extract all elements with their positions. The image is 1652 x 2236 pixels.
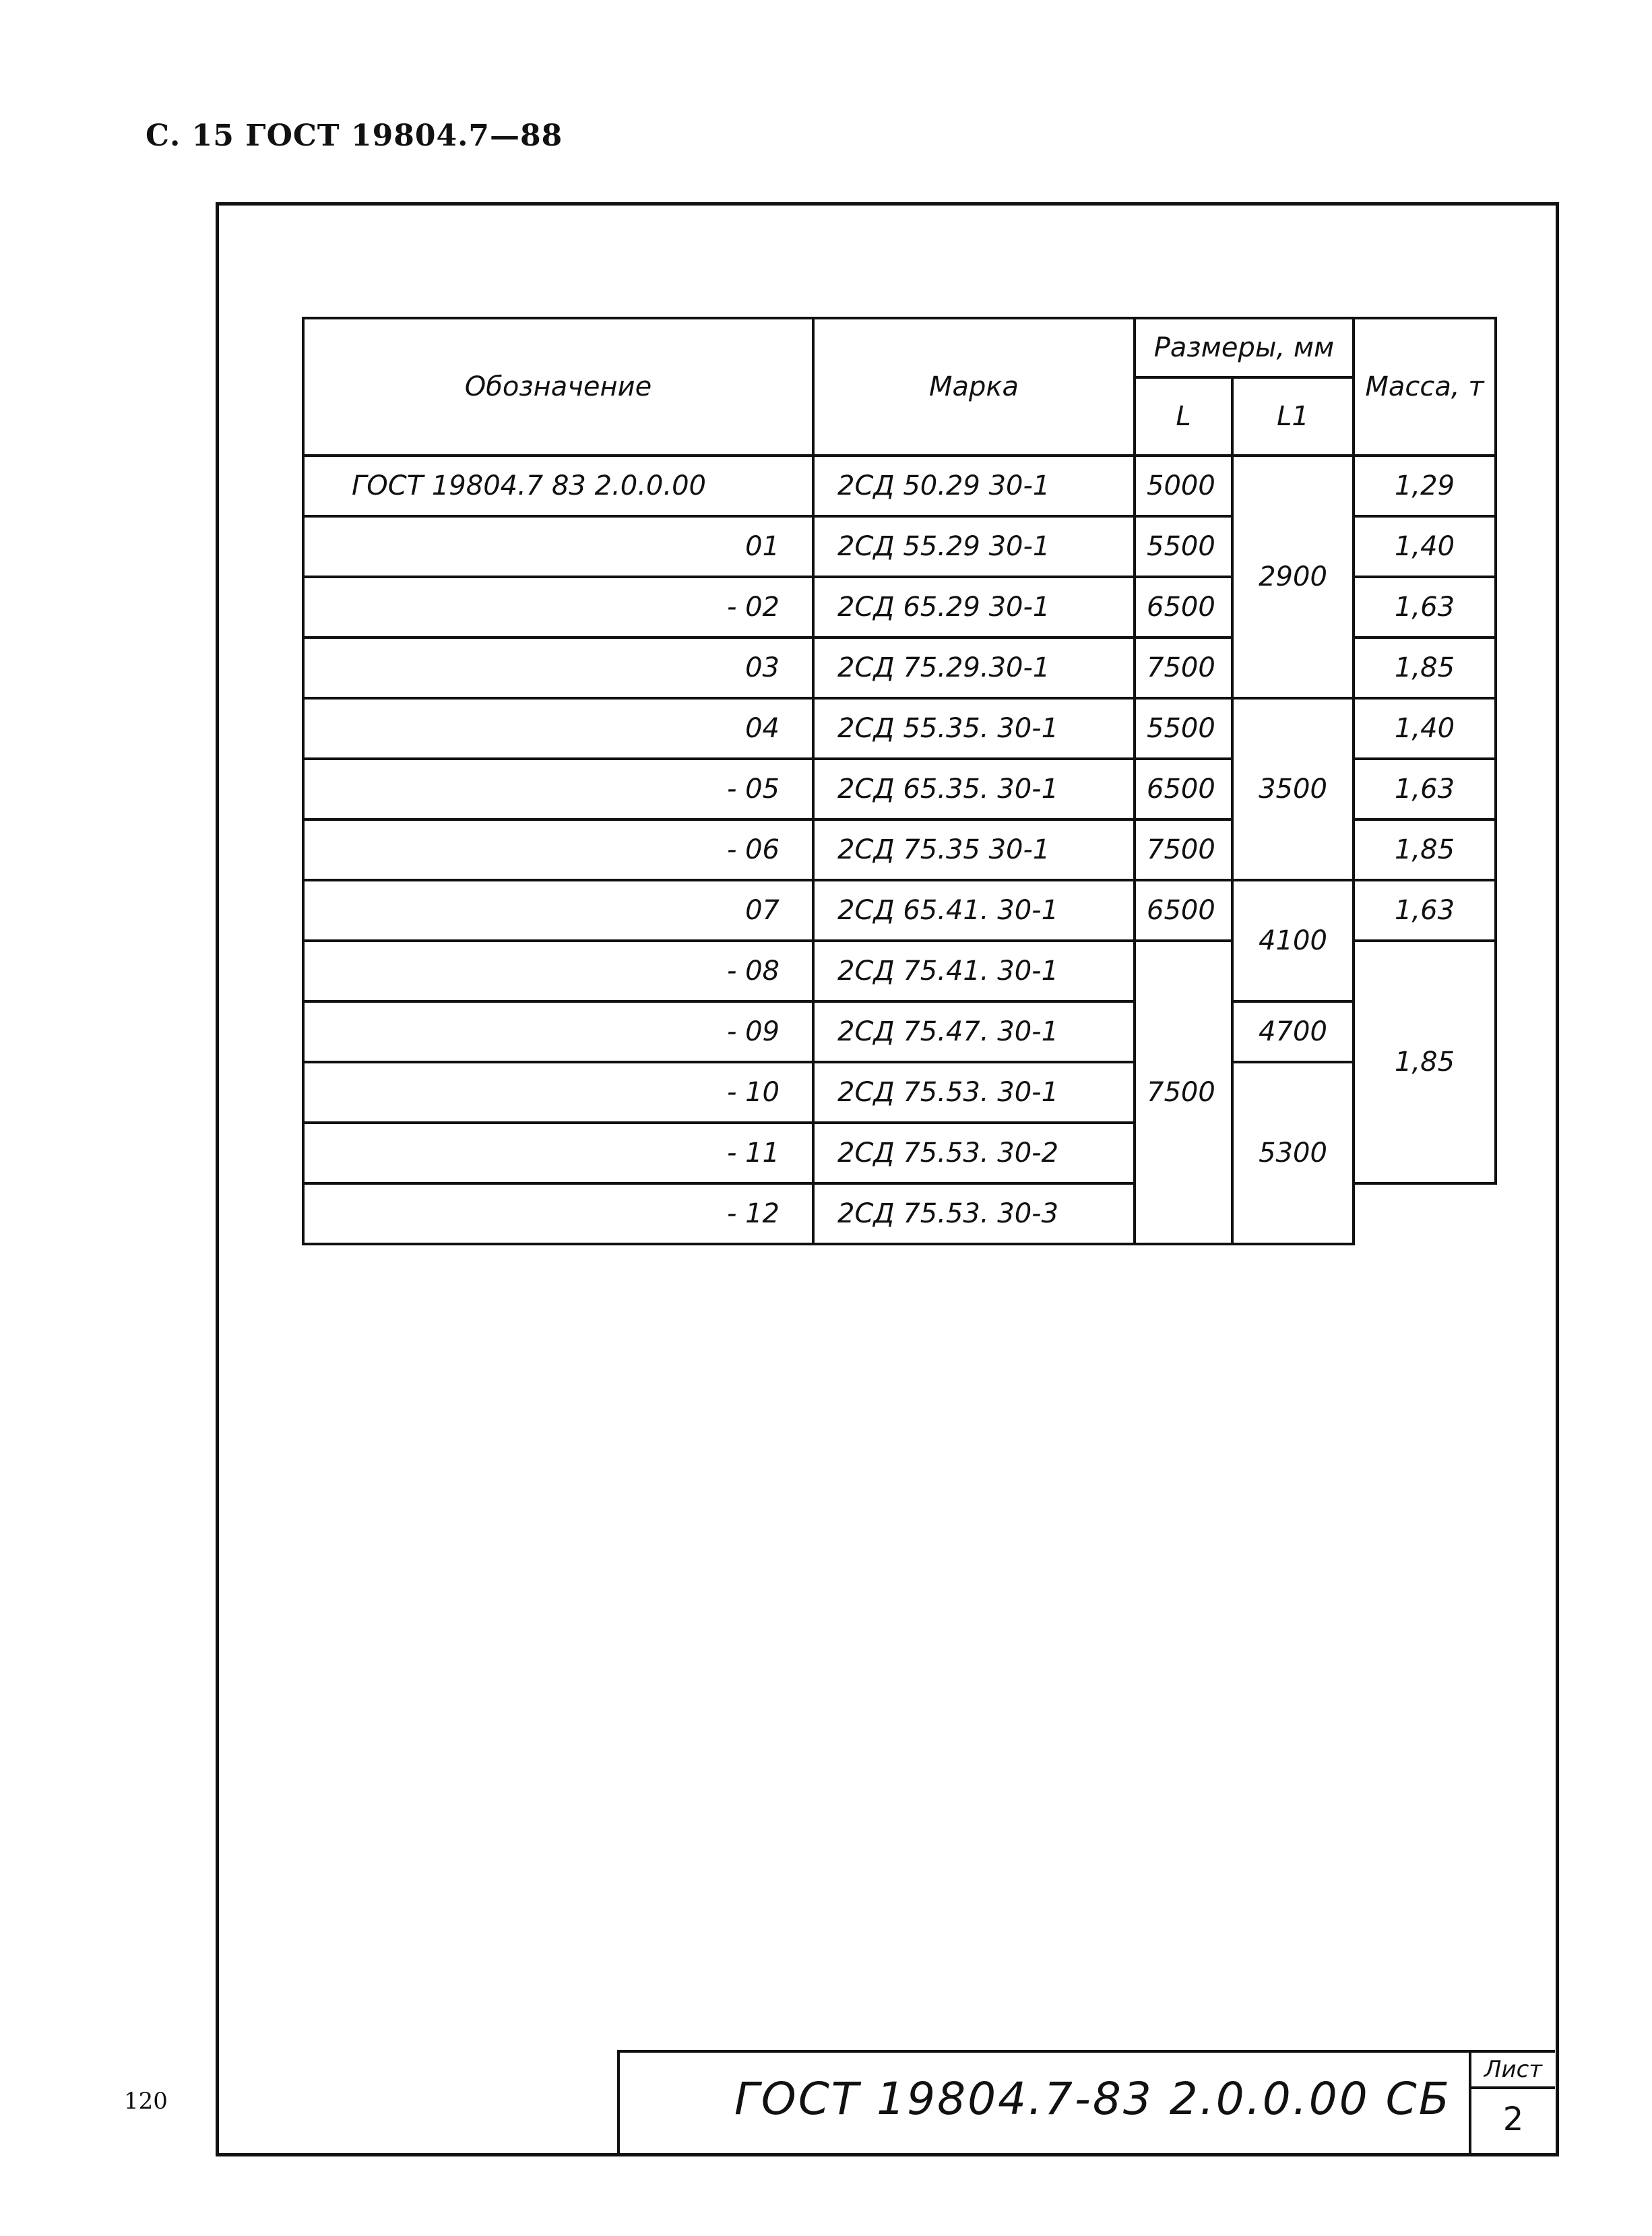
mass-cell: 1,63 [1354,577,1496,638]
mark-cell: 2СД 65.29 30-1 [813,577,1135,638]
mass-cell: 1,40 [1354,516,1496,577]
designation-cell: - 02 [303,577,813,638]
col-header-mark: Марка [813,318,1135,456]
mass-cell: 1,29 [1354,456,1496,516]
mass-cell: 1,85 [1354,819,1496,880]
length-cell: 6500 [1135,577,1232,638]
designation-cell: - 10 [303,1062,813,1123]
mass-cell: 1,85 [1354,638,1496,698]
table-row [303,1001,1496,1062]
designation-cell: 03 [303,638,813,698]
empty-cell [1354,1183,1496,1244]
length-cell: 6500 [1135,759,1232,819]
sheet-box [1469,2053,1555,2154]
mark-cell: 2СД 55.35. 30-1 [813,698,1135,759]
mark-cell: 2СД 75.53. 30-1 [813,1062,1135,1123]
designation-cell: - 06 [303,819,813,880]
table-row [303,1062,1496,1123]
table-row [303,456,1496,516]
mark-cell: 2СД 75.29.30-1 [813,638,1135,698]
sheet-number: 2 [1502,2101,1524,2138]
mark-cell: 2СД 65.35. 30-1 [813,759,1135,819]
mass-cell: 1,63 [1354,880,1496,941]
table-row [303,698,1496,759]
spec-table [302,317,1497,1245]
col-header-designation: Обозначение [303,318,813,456]
designation-cell: - 09 [303,1001,813,1062]
designation-cell: ГОСТ 19804.7 83 2.0.0.00 [303,456,813,516]
mark-cell: 2СД 55.29 30-1 [813,516,1135,577]
page-header: С. 15 ГОСТ 19804.7—88 [146,119,563,153]
mark-cell: 2СД 75.53. 30-3 [813,1183,1135,1244]
designation-cell: - 11 [303,1123,813,1183]
mark-cell: 2СД 75.41. 30-1 [813,941,1135,1001]
length-cell: 7500 [1135,941,1232,1244]
mark-cell: 2СД 75.53. 30-2 [813,1123,1135,1183]
designation-cell: 07 [303,880,813,941]
page-number: 120 [124,2088,168,2115]
length-cell: 7500 [1135,819,1232,880]
title-block [617,2050,1555,2154]
col-header-L: L [1135,377,1232,456]
sheet-label: Лист [1471,2053,1555,2089]
designation-cell: 01 [303,516,813,577]
mark-cell: 2СД 75.35 30-1 [813,819,1135,880]
designation-cell: - 12 [303,1183,813,1244]
designation-cell: - 08 [303,941,813,1001]
designation-cell: 04 [303,698,813,759]
mass-cell: 1,63 [1354,759,1496,819]
length-cell: 5500 [1135,516,1232,577]
length1-cell: 4700 [1232,1001,1354,1062]
col-header-L1: L1 [1232,377,1354,456]
title-block-designation: ГОСТ 19804.7-83 2.0.0.00 СБ [734,2073,1452,2125]
length-cell: 6500 [1135,880,1232,941]
mass-cell: 1,40 [1354,698,1496,759]
mass-cell: 1,85 [1354,941,1496,1183]
table-row [303,880,1496,941]
mark-cell: 2СД 50.29 30-1 [813,456,1135,516]
length1-cell: 5300 [1232,1062,1354,1244]
length1-cell: 2900 [1232,456,1354,698]
col-header-dimensions: Размеры, мм [1135,318,1354,377]
designation-cell: - 05 [303,759,813,819]
length-cell: 7500 [1135,638,1232,698]
length-cell: 5000 [1135,456,1232,516]
length-cell: 5500 [1135,698,1232,759]
mark-cell: 2СД 65.41. 30-1 [813,880,1135,941]
length1-cell: 4100 [1232,880,1354,1001]
length1-cell: 3500 [1232,698,1354,880]
mark-cell: 2СД 75.47. 30-1 [813,1001,1135,1062]
col-header-mass: Масса, т [1354,318,1496,456]
